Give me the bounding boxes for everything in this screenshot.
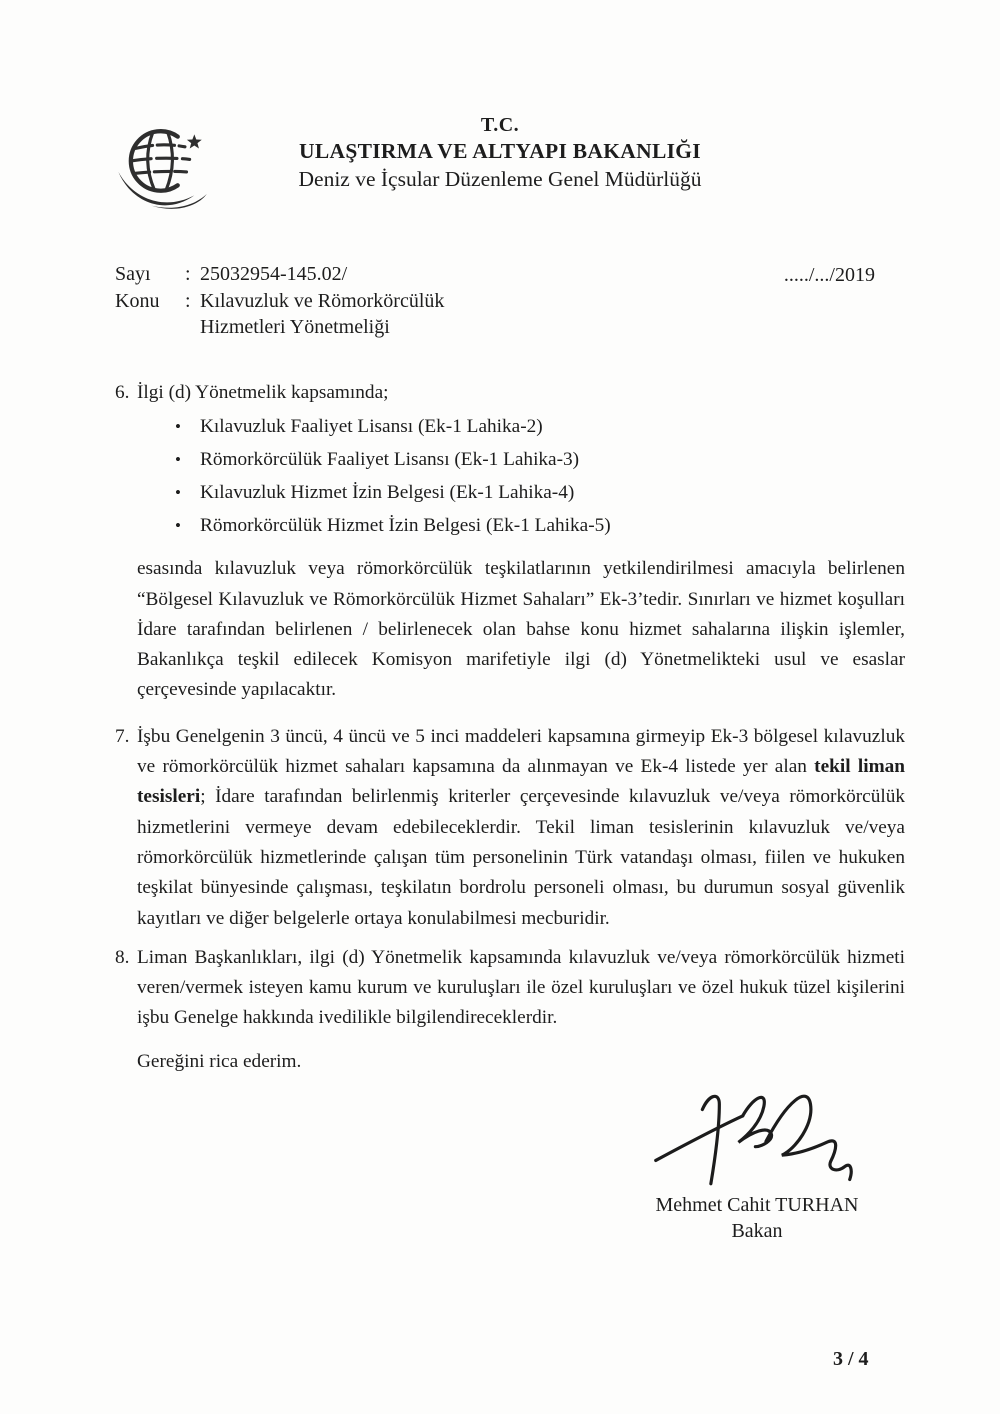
annex-list <box>115 410 905 542</box>
list-item <box>115 410 905 443</box>
handwritten-signature-icon <box>640 1082 875 1188</box>
signature-block <box>607 1082 907 1244</box>
list-item <box>115 443 905 476</box>
page-number: 3 / 4 <box>833 1348 869 1370</box>
bullet-icon: • <box>175 483 181 503</box>
item-8-paragraph <box>115 943 905 1034</box>
sayi-label: Sayı <box>115 263 151 285</box>
closing-phrase: Gereğini rica ederim. <box>137 1050 302 1072</box>
list-item <box>115 509 905 542</box>
sayi-value: 25032954-145.02/ <box>200 263 348 285</box>
item-8-text: Liman Başkanlıkları, ilgi (d) Yönetmelik kapsamında kılavuzluk ve/veya römorkörcülük hizmeti veren/vermek isteyen kamu kurum ve kuruluşları ile özel kuruluşları ve özel hukuk tüzel kişilerini işbu Genelge hakkında ivedilikle bilgilendireceklerdir. <box>137 946 905 1029</box>
signatory-title: Bakan <box>731 1220 783 1242</box>
konu-value-line1: Kılavuzluk ve Römorkörcülük <box>200 289 445 312</box>
item-7-text-before: İşbu Genelgenin 3 üncü, 4 üncü ve 5 inci maddeleri kapsamına girmeyip Ek-3 bölgesel kılavuzluk ve römorkörcülük hizmet sahaları kapsamına da alınmayan ve Ek-4 listede yer alan <box>137 725 905 778</box>
signatory-name: Mehmet Cahit TURHAN <box>655 1194 859 1216</box>
header-directorate: Deniz ve İçsular Düzenleme Genel Müdürlüğü <box>298 167 702 191</box>
header-tc: T.C. <box>480 114 520 136</box>
item-6-number: 6. <box>115 382 130 403</box>
item-8-number: 8. <box>115 946 130 968</box>
item-7-bold-phrase: tekil liman tesisleri <box>137 756 905 808</box>
konu-colon: : <box>185 289 191 312</box>
list-item <box>115 476 905 509</box>
item-6-heading <box>115 378 905 408</box>
list-item-text: Römorkörcülük Hizmet İzin Belgesi (Ek-1 Lahika-5) <box>200 515 611 537</box>
bullet-icon: • <box>175 516 181 536</box>
list-item-text: Römorkörcülük Faaliyet Lisansı (Ek-1 Lahika-3) <box>200 449 580 471</box>
bullet-icon: • <box>175 417 181 437</box>
konu-label: Konu <box>115 289 160 312</box>
meta-block <box>115 261 905 341</box>
bullet-icon: • <box>175 450 181 470</box>
letterhead <box>0 112 1000 193</box>
item-7-number: 7. <box>115 725 130 747</box>
item-6-heading-text: İlgi (d) Yönetmelik kapsamında; <box>137 382 389 403</box>
date-field: ...../.../2019 <box>783 264 875 286</box>
header-ministry: ULAŞTIRMA VE ALTYAPI BAKANLIĞI <box>299 139 701 163</box>
item-7-paragraph <box>115 722 905 934</box>
list-item-text: Kılavuzluk Faaliyet Lisansı (Ek-1 Lahika-2) <box>200 416 543 438</box>
sayi-colon: : <box>185 263 191 285</box>
list-item-text: Kılavuzluk Hizmet İzin Belgesi (Ek-1 Lahika-4) <box>200 482 575 504</box>
meta-row-konu-cont <box>115 314 905 341</box>
item-6-continuation: esasında kılavuzluk veya römorkörcülük teşkilatlarının yetkilendirilmesi amacıyla belirlenen “Bölgesel Kılavuzluk ve Römorkörcülük Hizmet Sahaları” Ek-3’tedir. Sınırları ve hizmet koşulları İdare tarafından belirlenen / belirlenecek olan bahse konu hizmet sahalarına ilişkin işlemler, Bakanlıkça teşkil edilecek Komisyon marifetiyle ilgi (d) Yönetmelikteki usul ve esaslar çerçevesinde yapılacaktır. <box>137 558 905 701</box>
meta-row-konu <box>115 288 905 315</box>
item-7-text-after: ; İdare tarafından belirlenmiş kriterler çerçevesinde kılavuzluk ve/veya römorkörcülük hizmetlerini vermeye devam edebileceklerdir. Tekil liman tesislerinin kılavuzluk ve/veya römorkörcülük hizmetlerinde çalışan tüm personelinin Türk vatandaşı olması, fiilen ve hukuken teşkilat bünyesinde çalışması, teşkilatın bordrolu personeli olması, bu durumun sosyal güvenlik kayıtları ve diğer belgelerle ortaya konulabilmesi mecburidir. <box>137 786 905 929</box>
document-body <box>115 378 905 1077</box>
konu-value-line2: Hizmetleri Yönetmeliği <box>200 316 390 338</box>
